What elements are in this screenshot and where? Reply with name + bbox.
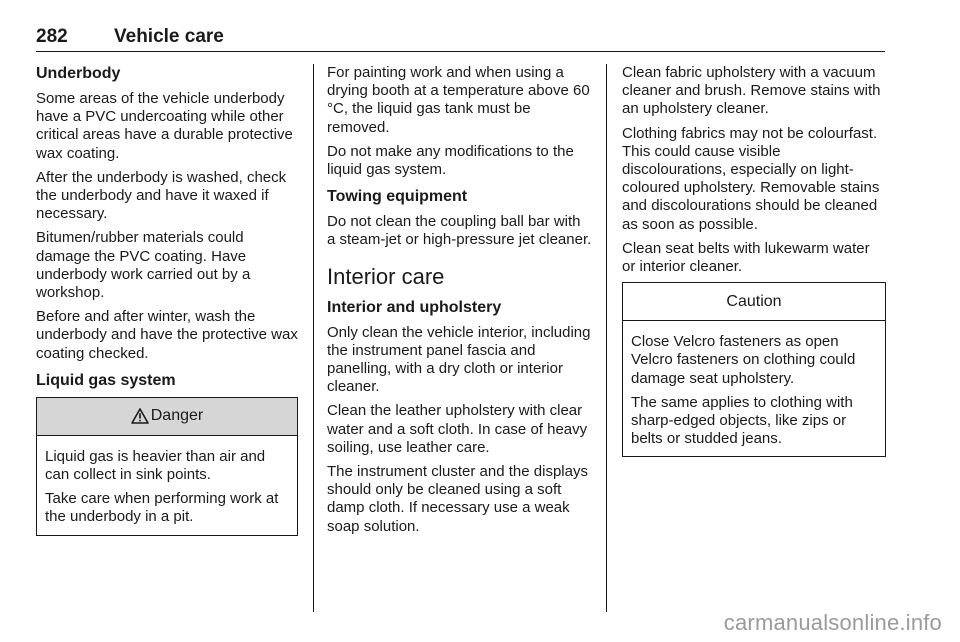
column-1	[36, 64, 298, 536]
paragraph: Take care when performing work at the underbody in a pit.	[45, 490, 279, 526]
caution-box	[622, 282, 886, 457]
underbody-heading: Underbody	[36, 65, 121, 82]
paragraph: Clean the leather upholstery with clear water and a soft cloth. In case of heavy soiling, use leather care.	[327, 402, 588, 456]
warning-triangle-icon	[131, 408, 149, 424]
paragraph: Bitumen/rubber materials could damage the PVC coating. Have underbody work carried out by a workshop.	[36, 229, 251, 302]
danger-header	[37, 398, 297, 436]
page-header	[36, 24, 885, 52]
paragraph: The same applies to clothing with sharp-edged objects, like zips or belts or studded jeans.	[631, 393, 853, 448]
column-3	[622, 64, 886, 457]
paragraph: Only clean the vehicle interior, including the instrument panel fascia and panelling, with a dry cloth or interior cleaner.	[327, 323, 591, 396]
paragraph: The instrument cluster and the displays should only be cleaned using a soft damp cloth. If necessary use a weak soap solution.	[327, 463, 588, 535]
danger-body	[37, 436, 297, 535]
paragraph: Liquid gas is heavier than air and can collect in sink points.	[45, 447, 266, 484]
caution-title: Caution	[726, 292, 782, 310]
column-divider	[313, 64, 314, 612]
column-divider	[606, 64, 607, 612]
interior-care-heading: Interior care	[327, 263, 445, 289]
watermark: carmanualsonline.info	[723, 610, 942, 635]
column-2	[327, 64, 592, 542]
page-number: 282	[36, 26, 68, 47]
paragraph: Some areas of the vehicle underbody have a PVC undercoating while other critical areas have a durable protective wax coating.	[36, 90, 293, 162]
paragraph: After the underbody is washed, check the underbody and have it waxed if necessary.	[36, 168, 287, 223]
paragraph: For painting work and when using a drying booth at a temperature above 60 °C, the liquid gas tank must be removed.	[327, 64, 590, 136]
danger-box	[36, 397, 298, 536]
towing-heading: Towing equipment	[327, 188, 468, 206]
section-title: Vehicle care	[114, 26, 224, 47]
paragraph: Clean fabric upholstery with a vacuum cleaner and brush. Remove stains with an upholstery cleaner.	[622, 64, 881, 118]
caution-body	[623, 321, 885, 456]
caution-header	[623, 283, 885, 321]
liquid-gas-heading: Liquid gas system	[36, 371, 176, 389]
paragraph: Before and after winter, wash the underbody and have the protective wax coating checked.	[36, 308, 298, 362]
danger-title: Danger	[150, 407, 204, 425]
upholstery-heading: Interior and upholstery	[327, 298, 502, 316]
paragraph: Clean seat belts with lukewarm water or interior cleaner.	[622, 239, 870, 276]
paragraph: Do not make any modifications to the liquid gas system.	[327, 142, 574, 179]
paragraph: Clothing fabrics may not be colourfast. This could cause visible discolourations, especially on light-coloured upholstery. Removable stains and discolourations should be cleaned as soon as possible.	[622, 124, 880, 233]
paragraph: Close Velcro fasteners as open Velcro fasteners on clothing could damage seat upholstery.	[631, 333, 856, 387]
paragraph: Do not clean the coupling ball bar with a steam-jet or high-pressure jet cleaner.	[327, 213, 592, 249]
